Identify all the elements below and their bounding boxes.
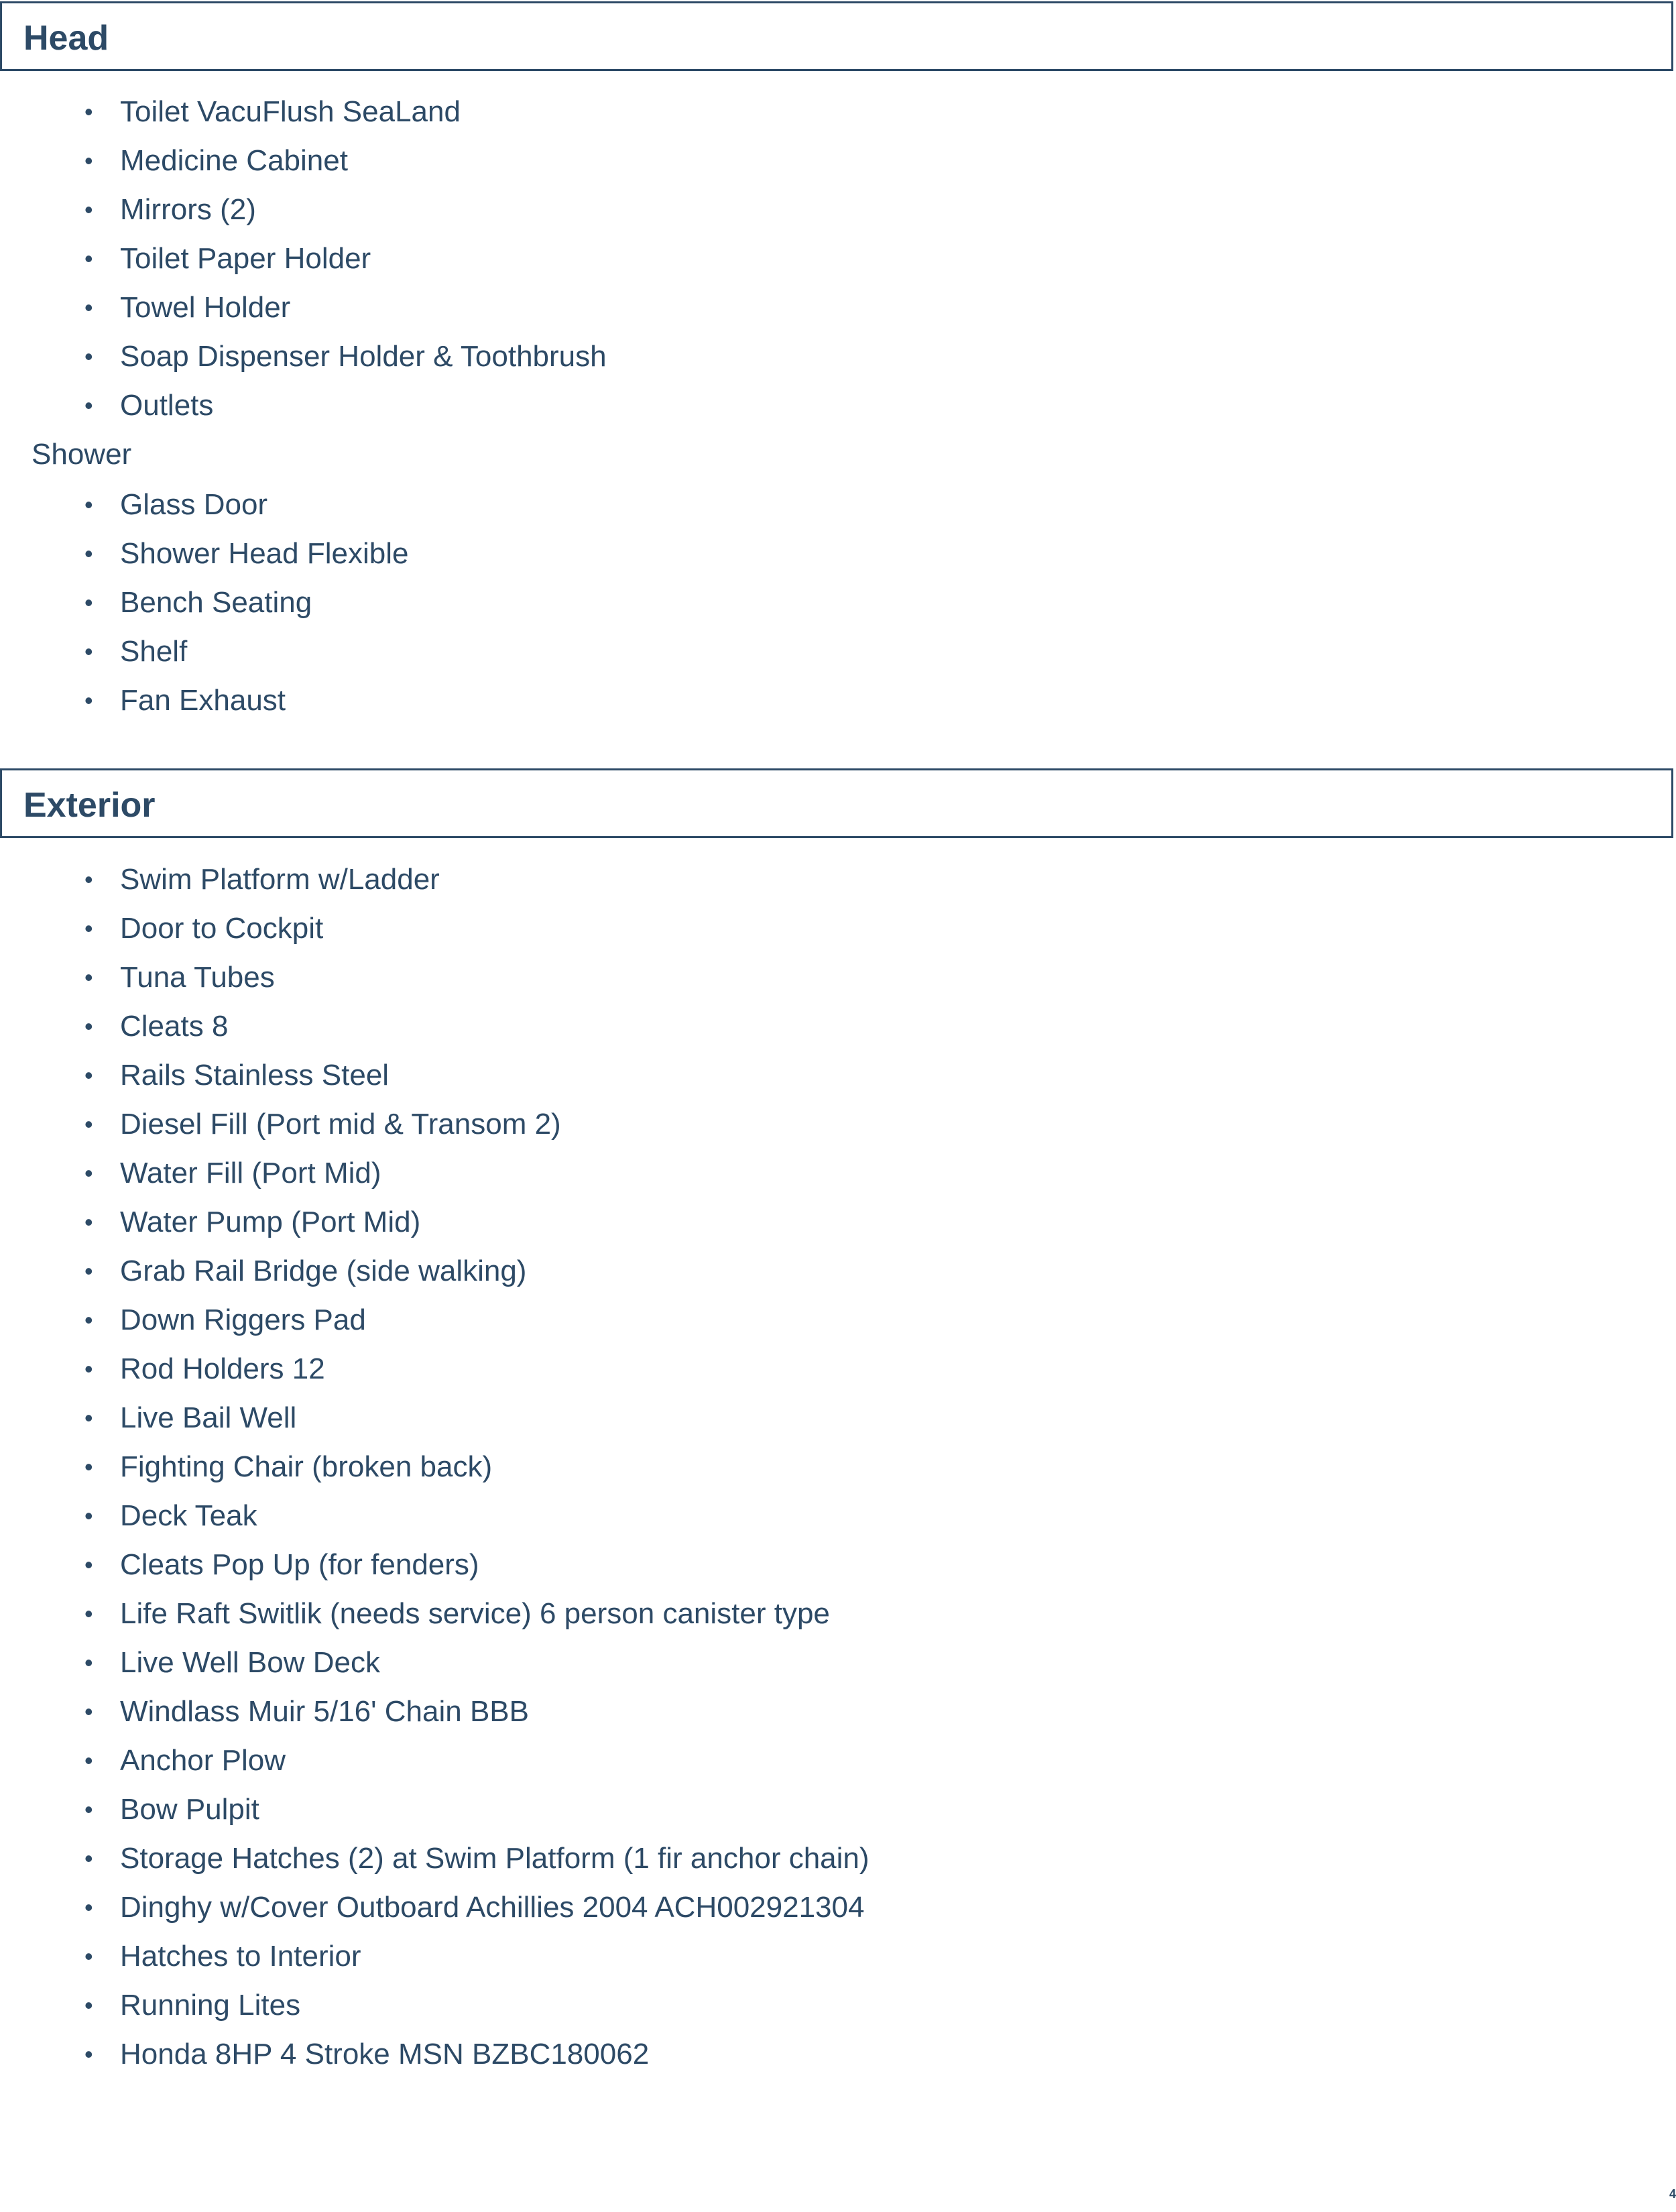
bullet-icon: • bbox=[84, 1600, 93, 1627]
bullet-icon: • bbox=[84, 915, 93, 942]
list-item-label: Outlets bbox=[120, 389, 214, 422]
bullet-icon: • bbox=[84, 1110, 93, 1138]
list-item-label: Rod Holders 12 bbox=[120, 1352, 325, 1385]
list-item-label: Grab Rail Bridge (side walking) bbox=[120, 1255, 527, 1287]
list-item-label: Fan Exhaust bbox=[120, 684, 286, 717]
list-item-label: Life Raft Switlik (needs service) 6 person canister type bbox=[120, 1597, 830, 1630]
list-item-label: Bow Pulpit bbox=[120, 1793, 259, 1826]
list-item-label: Storage Hatches (2) at Swim Platform (1 fir anchor chain) bbox=[120, 1842, 870, 1875]
bullet-icon: • bbox=[84, 98, 93, 125]
bullet-icon: • bbox=[84, 1502, 93, 1529]
list-item-label: Cleats Pop Up (for fenders) bbox=[120, 1548, 479, 1581]
list-item-label: Mirrors (2) bbox=[120, 193, 256, 226]
list-item-label: Bench Seating bbox=[120, 586, 312, 619]
list-item-label: Live Bail Well bbox=[120, 1401, 297, 1434]
list-item-label: Soap Dispenser Holder & Toothbrush bbox=[120, 340, 607, 373]
list-item-label: Shelf bbox=[120, 635, 188, 668]
bullet-icon: • bbox=[84, 392, 93, 419]
bullet-icon: • bbox=[84, 196, 93, 223]
bullet-icon: • bbox=[84, 1355, 93, 1383]
bullet-icon: • bbox=[84, 1404, 93, 1432]
bullet-icon: • bbox=[84, 1747, 93, 1774]
bullet-icon: • bbox=[84, 1991, 93, 2019]
bullet-icon: • bbox=[84, 1257, 93, 1285]
bullet-icon: • bbox=[84, 1894, 93, 1921]
bullet-icon: • bbox=[84, 1942, 93, 1970]
list-item-label: Medicine Cabinet bbox=[120, 144, 348, 177]
bullet-icon: • bbox=[84, 1649, 93, 1676]
bullet-icon: • bbox=[84, 638, 93, 665]
bullet-icon: • bbox=[84, 964, 93, 991]
bullet-icon: • bbox=[84, 866, 93, 893]
bullet-icon: • bbox=[84, 1845, 93, 1872]
list-item-label: Rails Stainless Steel bbox=[120, 1059, 390, 1092]
bullet-icon: • bbox=[84, 294, 93, 321]
list-item-label: Down Riggers Pad bbox=[120, 1303, 366, 1336]
list-item-label: Toilet Paper Holder bbox=[120, 242, 371, 275]
bullet-icon: • bbox=[84, 540, 93, 567]
list-item-label: Hatches to Interior bbox=[120, 1940, 361, 1973]
list-item-label: Tuna Tubes bbox=[120, 961, 275, 994]
bullet-icon: • bbox=[84, 687, 93, 714]
bullet-icon: • bbox=[84, 1551, 93, 1578]
bullet-icon: • bbox=[84, 1453, 93, 1480]
list-item-label: Water Pump (Port Mid) bbox=[120, 1206, 421, 1238]
list-item-label: Toilet VacuFlush SeaLand bbox=[120, 95, 461, 128]
list-item-label: Anchor Plow bbox=[120, 1744, 286, 1777]
list-item-label: Live Well Bow Deck bbox=[120, 1646, 380, 1679]
bullet-icon: • bbox=[84, 1698, 93, 1725]
bullet-icon: • bbox=[84, 1306, 93, 1334]
bullet-icon: • bbox=[84, 2040, 93, 2068]
list-item-label: Dinghy w/Cover Outboard Achillies 2004 ACH002921304 bbox=[120, 1891, 865, 1924]
bullet-icon: • bbox=[84, 1061, 93, 1089]
list-item-label: Windlass Muir 5/16' Chain BBB bbox=[120, 1695, 529, 1728]
bullet-icon: • bbox=[84, 1159, 93, 1187]
exterior-section-header bbox=[0, 768, 1673, 838]
list-item-label: Fighting Chair (broken back) bbox=[120, 1450, 493, 1483]
list-item-label: Honda 8HP 4 Stroke MSN BZBC180062 bbox=[120, 2038, 650, 2071]
list-item-label: Shower Head Flexible bbox=[120, 537, 409, 570]
bullet-icon: • bbox=[84, 1796, 93, 1823]
exterior-section-title: Exterior bbox=[23, 786, 156, 825]
list-item-label: Running Lites bbox=[120, 1989, 301, 2022]
list-item-label: Swim Platform w/Ladder bbox=[120, 863, 440, 896]
bullet-icon: • bbox=[84, 589, 93, 616]
head-section-header bbox=[0, 1, 1673, 71]
list-item-label: Deck Teak bbox=[120, 1499, 257, 1532]
page-number: 4 bbox=[1669, 2187, 1676, 2201]
bullet-icon: • bbox=[84, 245, 93, 272]
bullet-icon: • bbox=[84, 343, 93, 370]
bullet-icon: • bbox=[84, 147, 93, 174]
list-item-label: Cleats 8 bbox=[120, 1010, 229, 1043]
shower-subheading: Shower bbox=[32, 438, 132, 471]
head-section-title: Head bbox=[23, 19, 109, 58]
list-item-label: Diesel Fill (Port mid & Transom 2) bbox=[120, 1108, 561, 1141]
list-item-label: Door to Cockpit bbox=[120, 912, 324, 945]
bullet-icon: • bbox=[84, 1012, 93, 1040]
bullet-icon: • bbox=[84, 1208, 93, 1236]
list-item-label: Towel Holder bbox=[120, 291, 291, 324]
list-item-label: Water Fill (Port Mid) bbox=[120, 1157, 381, 1189]
list-item-label: Glass Door bbox=[120, 488, 268, 521]
bullet-icon: • bbox=[84, 491, 93, 518]
